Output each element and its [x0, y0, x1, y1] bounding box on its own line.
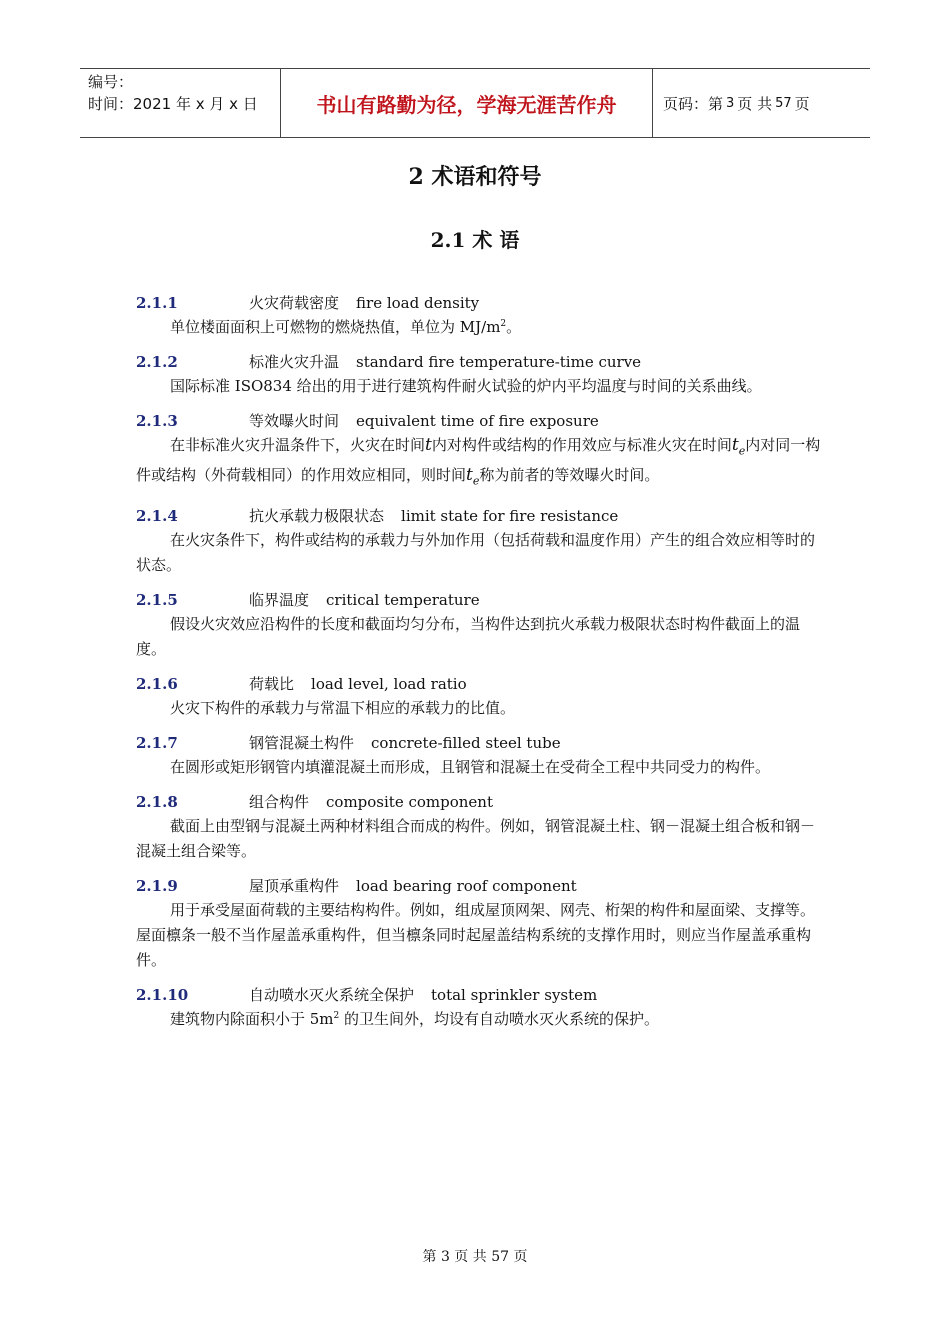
term-definition: 用于承受屋面荷载的主要结构构件。例如，组成屋顶网架、网壳、桁架的构件和屋面梁、支撑等。屋面檩条一般不当作屋盖承重构件，但当檩条同时起屋盖结构系统的支撑作用时，则应当作屋盖承重构件。: [136, 900, 816, 969]
term-definition: 火灾下构件的承载力与常温下相应的承载力的比值。: [170, 698, 516, 717]
page-footer: 第 3 页 共 57 页: [422, 1249, 528, 1265]
term-english: critical temperature: [326, 590, 480, 609]
term-english: total sprinkler system: [431, 985, 598, 1004]
term-definition: 国际标准 ISO834 给出的用于进行建筑构件耐火试验的炉内平均温度与时间的关系曲线。: [170, 377, 762, 395]
term-english: equivalent time of fire exposure: [356, 412, 599, 430]
term-chinese: 抗火承载力极限状态: [249, 506, 385, 525]
number-label: 编号：: [88, 73, 134, 91]
variable-te: $t_e$: [466, 465, 480, 488]
page-number: 3: [726, 95, 735, 111]
term-definition: 截面上由型钢与混凝土两种材料组合而成的构件。例如，钢管混凝土柱、钢－混凝土组合板和钢－混凝土组合梁等。: [136, 816, 816, 860]
term-list: [136, 292, 826, 1043]
term-number: 2.1.7: [136, 733, 178, 752]
term-chinese: 等效曝火时间: [249, 412, 340, 430]
term-number: 2.1.9: [136, 876, 178, 895]
term-english: fire load density: [356, 294, 480, 312]
term-definition: 在非标准火灾升温条件下，火灾在时间t内对构件或结构的作用效应与标准火灾在时间$t_e$内对同一构件或结构（外荷载相同）的作用效应相同，则时间$t_e$称为前者的等效曝火时间。: [136, 435, 821, 488]
term-definition: 假设火灾效应沿构件的长度和截面均匀分布，当构件达到抗火承载力极限状态时构件截面上的温度。: [136, 614, 801, 658]
header-page-info: [653, 69, 870, 137]
term-number: 2.1.5: [136, 590, 178, 609]
term-english: load bearing roof component: [356, 876, 577, 895]
header-meta: [80, 69, 280, 137]
chapter-title: 2 术语和符号: [408, 164, 542, 190]
term-entry: [136, 410, 826, 494]
term-chinese: 自动喷水灭火系统全保护: [249, 985, 415, 1004]
term-entry: [136, 791, 826, 864]
term-entry: [136, 351, 826, 399]
term-entry: [136, 673, 826, 721]
term-entry: [136, 589, 826, 662]
term-chinese: 火灾荷载密度: [249, 294, 340, 312]
term-definition: 建筑物内除面积小于 $5m^2$ 的卫生间外，均设有自动喷水灭火系统的保护。: [170, 1009, 660, 1028]
page-header: [80, 68, 870, 138]
term-chinese: 屋顶承重构件: [249, 876, 340, 895]
page-suffix: 页: [794, 94, 810, 113]
term-chinese: 钢管混凝土构件: [249, 733, 355, 752]
term-entry: [136, 875, 826, 973]
term-definition: 单位楼面面积上可燃物的燃烧热值，单位为 $MJ/m^2$。: [170, 318, 522, 336]
term-chinese: 临界温度: [249, 590, 310, 609]
section-title: 2.1 术 语: [430, 228, 520, 252]
term-definition: 在火灾条件下，构件或结构的承载力与外加作用（包括荷载和温度作用）产生的组合效应相等时的状态。: [136, 530, 816, 574]
variable-t: t: [425, 435, 432, 455]
term-english: load level, load ratio: [311, 674, 467, 693]
page-prefix: 页码：第: [663, 94, 724, 113]
term-number: 2.1.2: [136, 353, 178, 371]
term-number: 2.1.1: [136, 294, 178, 312]
term-english: concrete-filled steel tube: [371, 733, 561, 752]
term-number: 2.1.4: [136, 506, 178, 525]
variable-te: $t_e$: [731, 435, 746, 458]
term-number: 2.1.6: [136, 674, 178, 693]
term-definition: 在圆形或矩形钢管内填灌混凝土而形成，且钢管和混凝土在受荷全工程中共同受力的构件。: [170, 757, 771, 776]
term-english: standard fire temperature-time curve: [356, 353, 642, 371]
header-motto: 书山有路勤为径，学海无涯苦作舟: [280, 69, 653, 137]
term-chinese: 标准火灾升温: [249, 353, 340, 371]
term-number: 2.1.10: [136, 985, 189, 1004]
term-english: limit state for fire resistance: [401, 506, 619, 525]
page-total: 57: [775, 95, 792, 111]
term-chinese: 荷载比: [249, 674, 295, 693]
term-english: composite component: [326, 792, 493, 811]
term-entry: [136, 984, 826, 1032]
time-label: 时间：2021 年 x 月 x 日: [88, 95, 258, 113]
term-entry: [136, 505, 826, 578]
term-number: 2.1.8: [136, 792, 178, 811]
term-entry: [136, 732, 826, 780]
term-entry: [136, 292, 826, 340]
term-number: 2.1.3: [136, 412, 178, 430]
page-mid: 页 共: [737, 94, 773, 113]
term-chinese: 组合构件: [249, 792, 310, 811]
